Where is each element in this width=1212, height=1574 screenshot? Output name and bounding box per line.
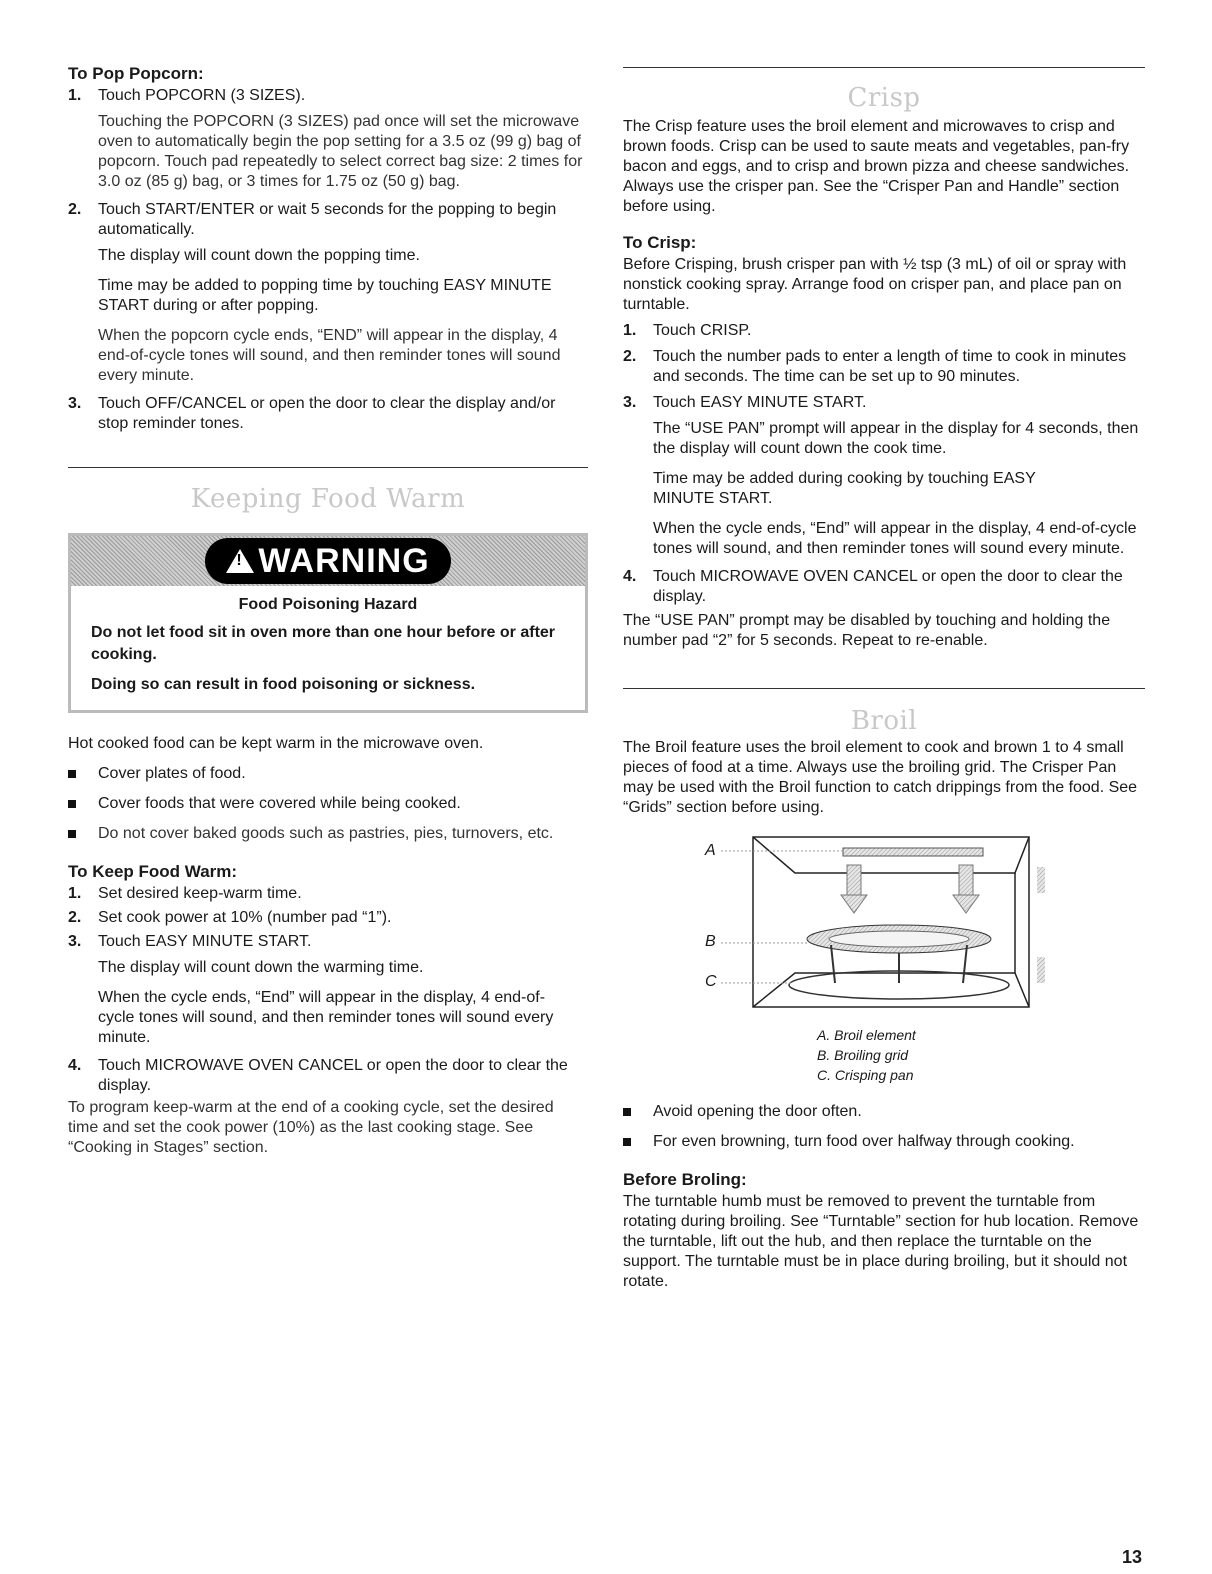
keep-warm-step3-detail: The display will count down the warming time. xyxy=(98,959,424,976)
crisp-prep: Before Crisping, brush crisper pan with ½ tsp (3 mL) of oil or spray with nonstick cooking spray. Arrange food on crisper pan, and place pan on turntable. xyxy=(623,256,1127,313)
list-item: 4. Touch MICROWAVE OVEN CANCEL or open the door to clear the display. xyxy=(623,568,1123,605)
list-item: For even browning, turn food over halfway through cooking. xyxy=(623,1132,1145,1152)
list-item: 1. Touch POPCORN (3 SIZES). xyxy=(68,87,306,104)
vent xyxy=(1037,957,1045,983)
section-divider xyxy=(623,688,1145,689)
keep-warm-outro: To program keep-warm at the end of a cooking cycle, set the desired time and set the cook power (10%) as the last cooking stage. See “Cooking in Stages” section. xyxy=(68,1099,554,1156)
list-item: 2. Set cook power at 10% (number pad “1”). xyxy=(68,909,392,926)
broil-intro: The Broil feature uses the broil element to cook and brown 1 to 4 small pieces of food at a time. Always use the broiling grid. The Crisper Pan may be used with the Broil function to catch drippings from the food. See “Grids” section before using. xyxy=(623,739,1138,816)
section-divider xyxy=(68,467,588,468)
list-item: 3. Touch EASY MINUTE START. xyxy=(68,933,312,950)
warning-banner xyxy=(71,536,585,586)
oven-cavity xyxy=(753,837,1029,1007)
vent xyxy=(1037,867,1045,893)
warning-line: Do not let food sit in oven more than one hour before or after cooking. xyxy=(91,624,556,663)
warning-triangle-icon xyxy=(226,549,254,573)
bullet-icon xyxy=(68,824,98,844)
list-item: Cover plates of food. xyxy=(68,764,588,784)
crisp-outro: The “USE PAN” prompt may be disabled by touching and holding the number pad “2” for 5 seconds. Repeat to re-enable. xyxy=(623,612,1111,649)
figure-label-a: A xyxy=(705,842,716,859)
section-divider xyxy=(623,67,1145,68)
page-number: 13 xyxy=(1122,1547,1143,1567)
crisp-step3-detail: When the cycle ends, “End” will appear in the display, 4 end-of-cycle tones will sound, and then reminder tones will sound every minute. xyxy=(653,520,1137,557)
keep-warm-intro: Hot cooked food can be kept warm in the microwave oven. xyxy=(68,735,484,752)
crisp-step3-detail: The “USE PAN” prompt will appear in the display for 4 seconds, then the display will count down the cook time. xyxy=(653,420,1139,457)
warning-pill: ! WARNING xyxy=(205,538,451,584)
bullet-icon xyxy=(623,1132,653,1152)
down-arrow-icon xyxy=(841,865,867,913)
down-arrow-icon xyxy=(953,865,979,913)
section-title-crisp: Crisp xyxy=(847,83,921,113)
bullet-icon xyxy=(68,764,98,784)
section-title-broil: Broil xyxy=(850,706,918,736)
popcorn-step2-detail: Time may be added to popping time by touching EASY MINUTE START during or after popping. xyxy=(98,277,552,314)
section-title-keep-warm: Keeping Food Warm xyxy=(190,484,466,514)
list-item: Do not cover baked goods such as pastries, pies, turnovers, etc. xyxy=(68,824,588,844)
crisp-intro: The Crisp feature uses the broil element and microwaves to crisp and brown foods. Crisp can be used to saute meats and vegetables, pan-fry bacon and eggs, and to crisp and brown pizza and cheese sandwiches. Always use the crisper pan. See the “Crisper Pan and Handle” section before using. xyxy=(623,118,1130,215)
list-item: Cover foods that were covered while being cooked. xyxy=(68,794,588,814)
bullet-icon xyxy=(68,794,98,814)
warning-hazard-title: Food Poisoning Hazard xyxy=(238,596,418,613)
popcorn-step2-detail: When the popcorn cycle ends, “END” will appear in the display, 4 end-of-cycle tones will sound, and then reminder tones will sound every minute. xyxy=(98,327,561,384)
list-item: 1. Touch CRISP. xyxy=(623,322,752,339)
popcorn-step1-detail: Touching the POPCORN (3 SIZES) pad once will set the microwave oven to automatically begin the pop setting for a 3.5 oz (99 g) bag of popcorn. Touch pad repeatedly to select correct bag size: 2 times for 3.0 oz (85 g) bag, or 3 times for 1.75 oz (50 g) bag. xyxy=(98,113,583,190)
warning-line: Doing so can result in food poisoning or sickness. xyxy=(91,676,476,693)
popcorn-step2-detail: The display will count down the popping time. xyxy=(98,247,420,264)
list-item: 2. Touch START/ENTER or wait 5 seconds for the popping to begin automatically. xyxy=(68,201,557,238)
figure-caption: A. Broil element B. Broiling grid C. Crisping pan xyxy=(817,1027,916,1083)
list-item: 3. Touch OFF/CANCEL or open the door to clear the display and/or stop reminder tones. xyxy=(68,395,556,432)
list-item: 2. Touch the number pads to enter a length of time to cook in minutes and seconds. The time can be set up to 90 minutes. xyxy=(623,348,1127,385)
crisp-step3-detail: Time may be added during cooking by touching EASY MINUTE START. xyxy=(653,470,1036,507)
list-item: 4. Touch MICROWAVE OVEN CANCEL or open the door to clear the display. xyxy=(68,1057,568,1094)
broil-element xyxy=(843,848,983,856)
broil-heading: Before Broling: xyxy=(623,1170,747,1189)
figure-label-c: C xyxy=(705,973,717,990)
list-item: 1. Set desired keep-warm time. xyxy=(68,885,302,902)
broil-figure xyxy=(703,833,1063,1013)
figure-label-b: B xyxy=(705,933,716,950)
keep-warm-heading: To Keep Food Warm: xyxy=(68,862,238,881)
bullet-icon xyxy=(623,1102,653,1122)
crisp-heading: To Crisp: xyxy=(623,233,697,252)
warning-box xyxy=(68,533,588,713)
list-item: 3. Touch EASY MINUTE START. xyxy=(623,394,867,411)
microwave-diagram xyxy=(703,833,1063,1013)
warning-body xyxy=(71,586,585,714)
keep-warm-step3-detail: When the cycle ends, “End” will appear in the display, 4 end-of-cycle tones will sound, and then reminder tones will sound every minute. xyxy=(98,989,554,1046)
broil-text: The turntable humb must be removed to prevent the turntable from rotating during broiling. See “Turntable” section for hub location. Remove the turntable, lift out the hub, and then replace the turntable on the support. The turntable must be in place during broiling, but it should not rotate. xyxy=(623,1193,1139,1290)
list-item: Avoid opening the door often. xyxy=(623,1102,1145,1122)
popcorn-heading: To Pop Popcorn: xyxy=(68,64,204,83)
